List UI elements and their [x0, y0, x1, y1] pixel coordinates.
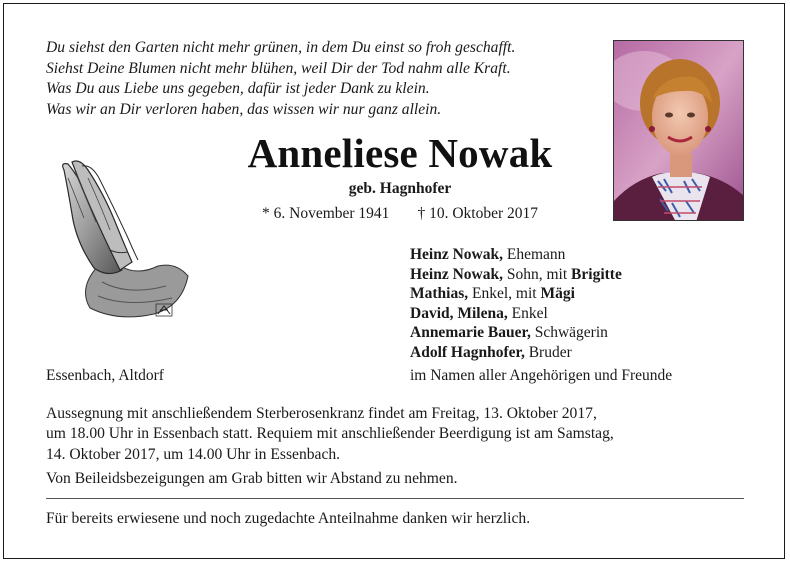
mourner-name: Mathias,: [410, 285, 469, 303]
condolence-request: Von Beileidsbezeigungen am Grab bitten wir Abstand zu nehmen.: [46, 470, 458, 487]
mourner-companion: Brigitte: [571, 265, 622, 283]
funeral-info: [46, 404, 746, 465]
mourner-relation: Bruder: [524, 343, 572, 361]
poem-line: Siehst Deine Blumen nicht mehr blühen, weil Dir der Tod nahm alle Kraft.: [46, 59, 511, 77]
funeral-info-line: um 18.00 Uhr in Essenbach statt. Requiem mit anschließender Beerdigung ist am Samstag,: [46, 425, 614, 443]
mourners-list: [410, 245, 622, 363]
poem-line: Was wir an Dir verloren haben, das wissen wir nur ganz allein.: [46, 100, 442, 118]
thanks-line: Für bereits erwiesene und noch zugedachte Anteilnahme danken wir herzlich.: [46, 510, 531, 527]
praying-hands-drawing: [58, 158, 192, 322]
closing-line: im Namen aller Angehörigen und Freunde: [410, 367, 673, 384]
poem: [46, 38, 606, 120]
death-date: † 10. Oktober 2017: [417, 205, 538, 222]
mourner-relation: Schwägerin: [530, 324, 608, 342]
mourner-entry: [410, 343, 622, 363]
maiden-name: geb. Hagnhofer: [348, 180, 452, 197]
mourner-entry: [410, 265, 622, 285]
funeral-info-line: 14. Oktober 2017, um 14.00 Uhr in Essenbach.: [46, 445, 341, 463]
divider: [46, 498, 744, 499]
mourner-entry: [410, 245, 622, 265]
mourner-name: Heinz Nowak,: [410, 265, 503, 283]
mourner-name: David, Milena,: [410, 304, 508, 322]
deceased-name: Anneliese Nowak: [247, 130, 553, 176]
life-dates: [190, 205, 610, 223]
mourner-entry: [410, 304, 622, 324]
praying-hands-icon: [58, 158, 192, 322]
mourner-entry: [410, 323, 622, 343]
portrait-photo: [613, 40, 744, 221]
funeral-info-line: Aussegnung mit anschließendem Sterberosenkranz findet am Freitag, 13. Oktober 2017,: [46, 405, 597, 422]
mourner-name: Annemarie Bauer,: [410, 324, 531, 342]
mourner-entry: [410, 284, 622, 304]
mourner-name: Adolf Hagnhofer,: [410, 343, 525, 361]
location: Essenbach, Altdorf: [46, 367, 164, 384]
poem-line: Was Du aus Liebe uns gegeben, dafür ist jeder Dank zu klein.: [46, 80, 430, 97]
mourner-relation: Sohn, mit: [503, 265, 572, 283]
mourner-relation: Enkel, mit: [468, 285, 541, 303]
mourner-name: Heinz Nowak,: [410, 246, 503, 263]
mourner-companion: Mägi: [540, 285, 575, 303]
mourner-relation: Enkel: [507, 304, 548, 322]
portrait-illustration: [614, 41, 744, 221]
poem-line: Du siehst den Garten nicht mehr grünen, in dem Du einst so froh geschafft.: [46, 39, 516, 56]
birth-date: * 6. November 1941: [262, 205, 390, 222]
mourner-relation: Ehemann: [503, 246, 566, 263]
